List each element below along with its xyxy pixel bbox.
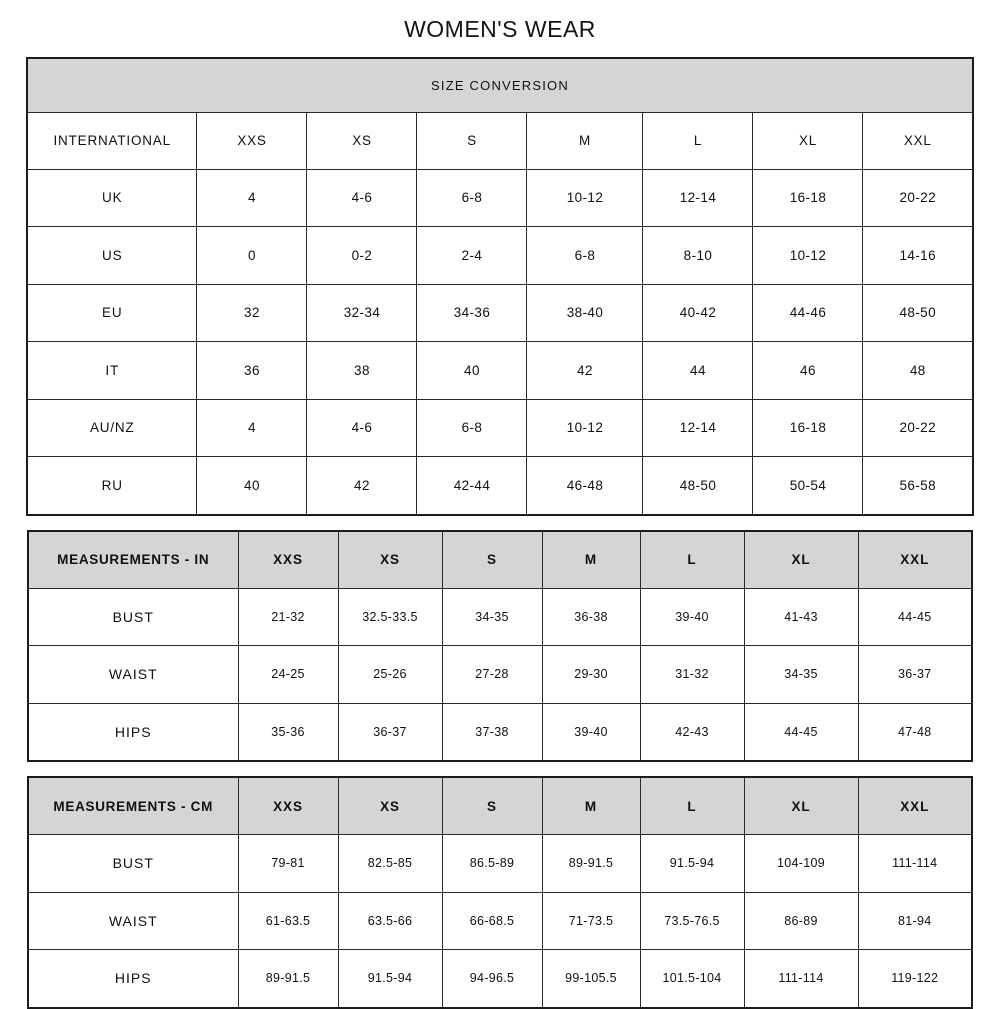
meas-cm-header-cell-2: XS xyxy=(338,777,442,835)
conv-row-label-us: US xyxy=(27,227,197,285)
conv-cell-uk-l: 12-14 xyxy=(643,169,753,227)
meas-in-header-cell-7: XXL xyxy=(858,531,972,589)
table-row xyxy=(27,169,973,227)
conv-cell-ru-m: 46-48 xyxy=(527,457,643,515)
conv-cell-aunz-xxs: 4 xyxy=(197,399,307,457)
meas-in-row-label-waist: WAIST xyxy=(28,646,238,704)
conv-cell-eu-xxl: 48-50 xyxy=(863,284,973,342)
table-row xyxy=(27,227,973,285)
conv-cell-aunz-s: 6-8 xyxy=(417,399,527,457)
conv-cell-eu-m: 38-40 xyxy=(527,284,643,342)
measurements-cm-header-row xyxy=(28,777,972,835)
conv-cell-us-l: 8-10 xyxy=(643,227,753,285)
meas-cm-header-cell-4: M xyxy=(542,777,640,835)
conv-cell-uk-m: 10-12 xyxy=(527,169,643,227)
measurements-centimeters-table xyxy=(27,776,973,1009)
meas-cm-row-label-waist: WAIST xyxy=(28,892,238,950)
table-row xyxy=(28,892,972,950)
conv-cell-ru-xxl: 56-58 xyxy=(863,457,973,515)
meas-cm-cell-hips-s: 94-96.5 xyxy=(442,950,542,1008)
conv-header-cell-1: XXS xyxy=(197,112,307,169)
table-row xyxy=(28,950,972,1008)
meas-in-header-cell-6: XL xyxy=(744,531,858,589)
meas-in-header-cell-0: MEASUREMENTS - IN xyxy=(28,531,238,589)
meas-in-cell-waist-xxs: 24-25 xyxy=(238,646,338,704)
conv-cell-ru-xs: 42 xyxy=(307,457,417,515)
table-row xyxy=(28,646,972,704)
meas-in-cell-bust-s: 34-35 xyxy=(442,588,542,646)
conv-row-label-uk: UK xyxy=(27,169,197,227)
meas-cm-cell-waist-s: 66-68.5 xyxy=(442,892,542,950)
meas-in-cell-bust-xl: 41-43 xyxy=(744,588,858,646)
conv-cell-us-xxl: 14-16 xyxy=(863,227,973,285)
meas-in-cell-bust-xxl: 44-45 xyxy=(858,588,972,646)
conv-cell-uk-xl: 16-18 xyxy=(753,169,863,227)
meas-in-cell-hips-xxs: 35-36 xyxy=(238,703,338,761)
meas-cm-cell-bust-xxl: 111-114 xyxy=(858,835,972,893)
conv-header-cell-5: L xyxy=(643,112,753,169)
meas-in-header-cell-2: XS xyxy=(338,531,442,589)
table-row xyxy=(28,588,972,646)
table-row xyxy=(27,399,973,457)
meas-cm-cell-bust-m: 89-91.5 xyxy=(542,835,640,893)
meas-cm-header-cell-0: MEASUREMENTS - CM xyxy=(28,777,238,835)
meas-in-cell-bust-m: 36-38 xyxy=(542,588,640,646)
meas-cm-header-cell-7: XXL xyxy=(858,777,972,835)
meas-cm-cell-hips-xxs: 89-91.5 xyxy=(238,950,338,1008)
conv-row-label-aunz: AU/NZ xyxy=(27,399,197,457)
conv-cell-aunz-m: 10-12 xyxy=(527,399,643,457)
meas-in-cell-bust-xxs: 21-32 xyxy=(238,588,338,646)
conv-cell-uk-xs: 4-6 xyxy=(307,169,417,227)
meas-in-cell-waist-xxl: 36-37 xyxy=(858,646,972,704)
meas-in-cell-waist-xs: 25-26 xyxy=(338,646,442,704)
meas-cm-cell-hips-m: 99-105.5 xyxy=(542,950,640,1008)
table-row xyxy=(27,457,973,515)
conv-row-label-it: IT xyxy=(27,342,197,400)
size-conversion-banner: SIZE CONVERSION xyxy=(27,58,973,112)
meas-in-header-cell-3: S xyxy=(442,531,542,589)
meas-cm-cell-waist-xl: 86-89 xyxy=(744,892,858,950)
conv-cell-uk-xxl: 20-22 xyxy=(863,169,973,227)
conv-cell-it-s: 40 xyxy=(417,342,527,400)
meas-in-cell-waist-s: 27-28 xyxy=(442,646,542,704)
meas-cm-cell-waist-xxl: 81-94 xyxy=(858,892,972,950)
meas-in-cell-hips-l: 42-43 xyxy=(640,703,744,761)
conv-cell-it-xl: 46 xyxy=(753,342,863,400)
table-row xyxy=(28,703,972,761)
meas-cm-cell-hips-xs: 91.5-94 xyxy=(338,950,442,1008)
meas-in-cell-bust-xs: 32.5-33.5 xyxy=(338,588,442,646)
measurements-inches-table xyxy=(27,530,973,763)
conv-cell-it-xxs: 36 xyxy=(197,342,307,400)
conv-cell-us-s: 2-4 xyxy=(417,227,527,285)
table-row xyxy=(28,835,972,893)
conv-cell-uk-s: 6-8 xyxy=(417,169,527,227)
conv-header-cell-7: XXL xyxy=(863,112,973,169)
conv-cell-us-xs: 0-2 xyxy=(307,227,417,285)
meas-in-header-cell-4: M xyxy=(542,531,640,589)
meas-cm-cell-hips-xxl: 119-122 xyxy=(858,950,972,1008)
conv-cell-uk-xxs: 4 xyxy=(197,169,307,227)
meas-in-cell-waist-l: 31-32 xyxy=(640,646,744,704)
conv-cell-it-xxl: 48 xyxy=(863,342,973,400)
meas-in-cell-hips-xs: 36-37 xyxy=(338,703,442,761)
meas-in-cell-hips-m: 39-40 xyxy=(542,703,640,761)
meas-in-cell-waist-m: 29-30 xyxy=(542,646,640,704)
conv-cell-ru-xxs: 40 xyxy=(197,457,307,515)
meas-cm-header-cell-5: L xyxy=(640,777,744,835)
conv-cell-us-m: 6-8 xyxy=(527,227,643,285)
conv-cell-it-l: 44 xyxy=(643,342,753,400)
conv-row-label-eu: EU xyxy=(27,284,197,342)
conv-cell-ru-l: 48-50 xyxy=(643,457,753,515)
meas-in-cell-hips-s: 37-38 xyxy=(442,703,542,761)
conv-cell-aunz-l: 12-14 xyxy=(643,399,753,457)
meas-cm-cell-waist-m: 71-73.5 xyxy=(542,892,640,950)
meas-cm-header-cell-6: XL xyxy=(744,777,858,835)
conv-cell-eu-xs: 32-34 xyxy=(307,284,417,342)
size-conversion-table xyxy=(26,57,974,516)
meas-cm-cell-bust-xxs: 79-81 xyxy=(238,835,338,893)
conv-cell-us-xxs: 0 xyxy=(197,227,307,285)
conv-cell-ru-xl: 50-54 xyxy=(753,457,863,515)
conv-cell-eu-s: 34-36 xyxy=(417,284,527,342)
meas-in-header-cell-1: XXS xyxy=(238,531,338,589)
meas-cm-header-cell-3: S xyxy=(442,777,542,835)
meas-in-cell-waist-xl: 34-35 xyxy=(744,646,858,704)
meas-cm-cell-hips-l: 101.5-104 xyxy=(640,950,744,1008)
conv-header-cell-4: M xyxy=(527,112,643,169)
table-row xyxy=(27,342,973,400)
meas-cm-cell-bust-xs: 82.5-85 xyxy=(338,835,442,893)
conv-header-cell-3: S xyxy=(417,112,527,169)
page-title: WOMEN'S WEAR xyxy=(404,16,596,42)
size-conversion-header-row xyxy=(27,112,973,169)
conv-cell-eu-xxs: 32 xyxy=(197,284,307,342)
conv-cell-us-xl: 10-12 xyxy=(753,227,863,285)
meas-cm-cell-bust-xl: 104-109 xyxy=(744,835,858,893)
meas-cm-cell-waist-xxs: 61-63.5 xyxy=(238,892,338,950)
table-row xyxy=(27,284,973,342)
conv-header-cell-6: XL xyxy=(753,112,863,169)
conv-cell-eu-xl: 44-46 xyxy=(753,284,863,342)
conv-cell-aunz-xl: 16-18 xyxy=(753,399,863,457)
conv-cell-ru-s: 42-44 xyxy=(417,457,527,515)
size-conversion-banner-row xyxy=(27,58,973,112)
conv-header-cell-2: XS xyxy=(307,112,417,169)
conv-cell-eu-l: 40-42 xyxy=(643,284,753,342)
meas-cm-cell-hips-xl: 111-114 xyxy=(744,950,858,1008)
measurements-in-header-row xyxy=(28,531,972,589)
meas-in-cell-hips-xxl: 47-48 xyxy=(858,703,972,761)
meas-cm-cell-waist-xs: 63.5-66 xyxy=(338,892,442,950)
meas-in-header-cell-5: L xyxy=(640,531,744,589)
meas-in-cell-hips-xl: 44-45 xyxy=(744,703,858,761)
conv-header-cell-0: INTERNATIONAL xyxy=(27,112,197,169)
conv-cell-aunz-xs: 4-6 xyxy=(307,399,417,457)
meas-in-cell-bust-l: 39-40 xyxy=(640,588,744,646)
conv-row-label-ru: RU xyxy=(27,457,197,515)
conv-cell-it-m: 42 xyxy=(527,342,643,400)
conv-cell-aunz-xxl: 20-22 xyxy=(863,399,973,457)
conv-cell-it-xs: 38 xyxy=(307,342,417,400)
meas-cm-cell-bust-l: 91.5-94 xyxy=(640,835,744,893)
meas-cm-row-label-hips: HIPS xyxy=(28,950,238,1008)
meas-cm-cell-waist-l: 73.5-76.5 xyxy=(640,892,744,950)
meas-in-row-label-hips: HIPS xyxy=(28,703,238,761)
meas-cm-row-label-bust: BUST xyxy=(28,835,238,893)
meas-in-row-label-bust: BUST xyxy=(28,588,238,646)
meas-cm-header-cell-1: XXS xyxy=(238,777,338,835)
meas-cm-cell-bust-s: 86.5-89 xyxy=(442,835,542,893)
